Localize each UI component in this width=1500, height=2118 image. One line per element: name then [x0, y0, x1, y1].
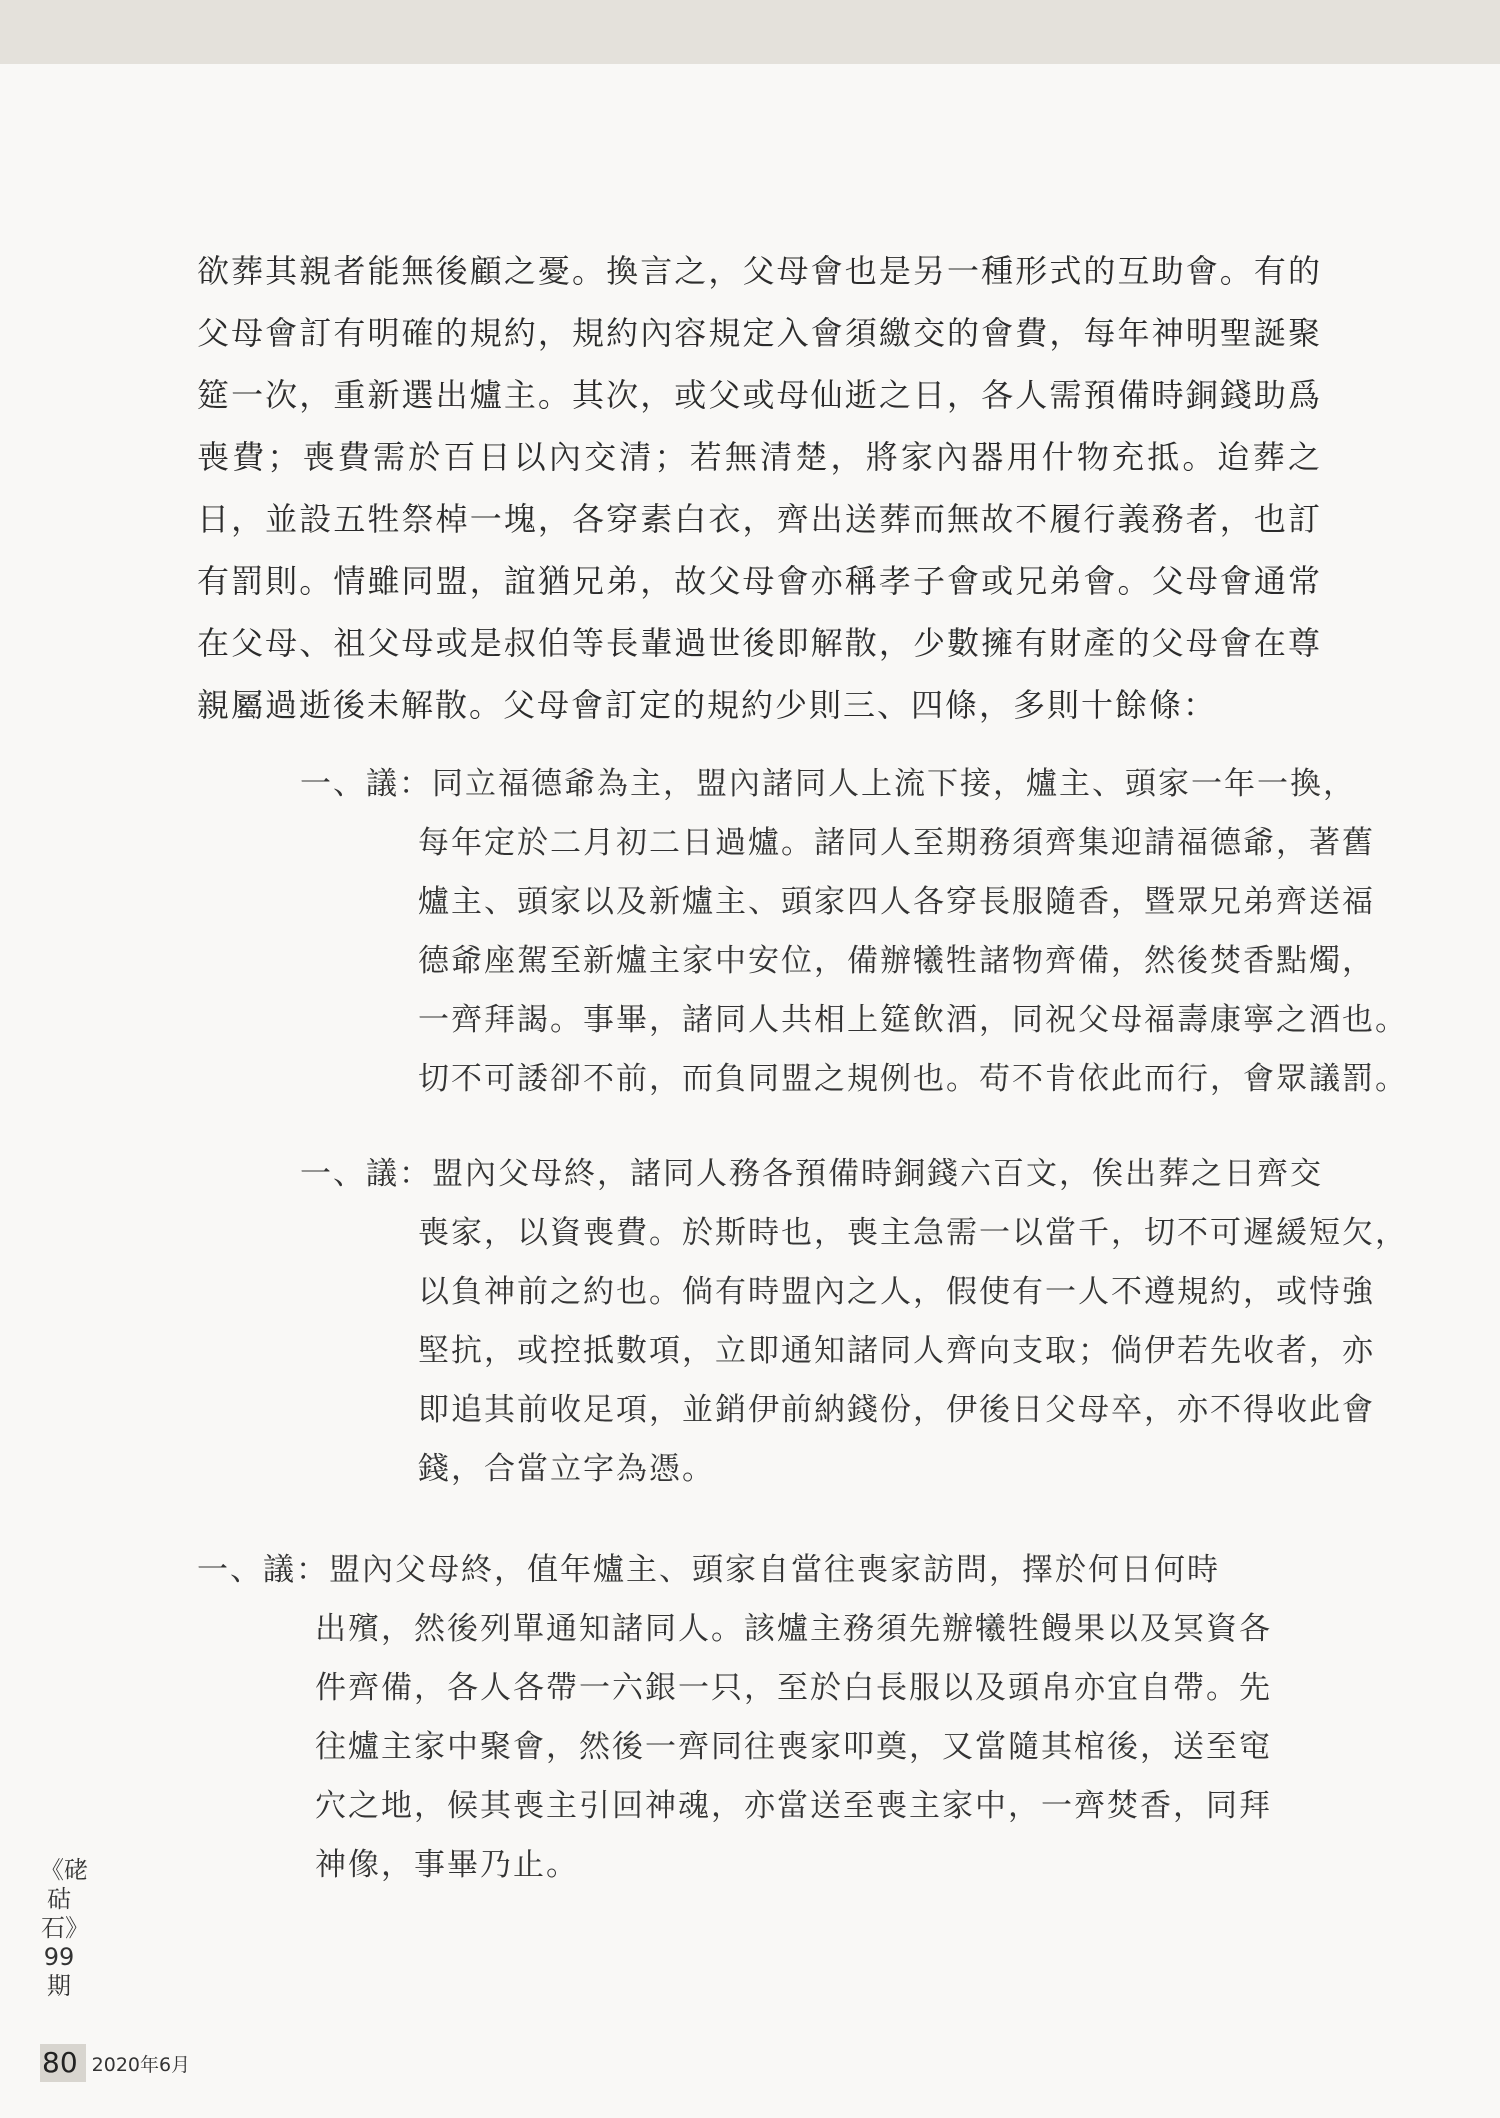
main-paragraph: 欲葬其親者能無後顧之憂。換言之，父母會也是另一種形式的互助會。有的父母會訂有明確的規約，規約內容規定入會須繳交的會費，每年神明聖誕聚筵一次，重新選出爐主。其次，或父或母仙逝之日，各人需預備時銅錢助爲喪費；喪費需於百日以內交清；若無清楚，將家內器用什物充抵。迨葬之日，並設五牲祭棹一塊，各穿素白衣，齊出送葬而無故不履行義務者，也訂有罰則。情雖同盟，誼猶兄弟，故父母會亦稱孝子會或兄弟會。父母會通常在父母、祖父母或是叔伯等長輩過世後即解散，少數擁有財產的父母會在尊親屬過逝後未解散。父母會訂定的規約少則三、四條，多則十餘條： — [197, 252, 1322, 724]
clause-line: 德爺座駕至新爐主家中安位，備辦犧牲諸物齊備，然後焚香點燭， — [418, 943, 1375, 978]
clause-1 — [300, 754, 1430, 1108]
top-margin-band — [0, 0, 1500, 64]
clause-line: 爐主、頭家以及新爐主、頭家四人各穿長服隨香，暨眾兄弟齊送福 — [418, 884, 1375, 919]
clause-line: 一、議：同立福德爺為主，盟內諸同人上流下接，爐主、頭家一年一換， — [300, 766, 1356, 801]
clause-line: 每年定於二月初二日過爐。諸同人至期務須齊集迎請福德爺，著舊 — [418, 825, 1375, 860]
clause-line: 出殯，然後列單通知諸同人。該爐主務須先辦犧牲饅果以及冥資各 — [315, 1611, 1272, 1646]
clause-line: 神像，事畢乃止。 — [315, 1847, 579, 1882]
clause-line: 以負神前之約也。倘有時盟內之人，假使有一人不遵規約，或恃強 — [418, 1274, 1375, 1309]
clause-line: 即追其前收足項，並銷伊前納錢份，伊後日父母卒，亦不得收此會 — [418, 1392, 1375, 1427]
clause-line: 一齊拜謁。事畢，諸同人共相上筵飲酒，同祝父母福壽康寧之酒也。 — [418, 1002, 1408, 1037]
clause-line: 件齊備，各人各帶一六銀一只，至於白長服以及頭帛亦宜自帶。先 — [315, 1670, 1272, 1705]
clause-line: 一、議：盟內父母終，諸同人務各預備時銅錢六百文，俟出葬之日齊交 — [300, 1156, 1323, 1191]
clause-3 — [197, 1540, 1327, 1894]
page-footer — [40, 2044, 190, 2082]
clause-line: 錢，合當立字為憑。 — [418, 1451, 715, 1486]
clause-line: 一、議：盟內父母終，值年爐主、頭家自當往喪家訪問，擇於何日何時 — [197, 1552, 1220, 1587]
clause-line: 喪家，以資喪費。於斯時也，喪主急需一以當千，切不可遲緩短欠， — [418, 1215, 1408, 1250]
page-number: 80 — [40, 2044, 86, 2082]
clause-line: 穴之地，候其喪主引回神魂，亦當送至喪主家中，一齊焚香，同拜 — [315, 1788, 1272, 1823]
magazine-title: 《硓𥑮石》99期 — [40, 1856, 88, 2000]
clause-2 — [300, 1144, 1430, 1498]
clause-line: 堅抗，或控抵數項，立即通知諸同人齊向支取；倘伊若先收者，亦 — [418, 1333, 1375, 1368]
clause-line: 切不可諉卻不前，而負同盟之規例也。苟不肯依此而行，會眾議罰。 — [418, 1061, 1408, 1096]
clause-line: 往爐主家中聚會，然後一齊同往喪家叩奠，又當隨其棺後，送至窀 — [315, 1729, 1272, 1764]
issue-date: 2020年6月 — [91, 2053, 191, 2076]
